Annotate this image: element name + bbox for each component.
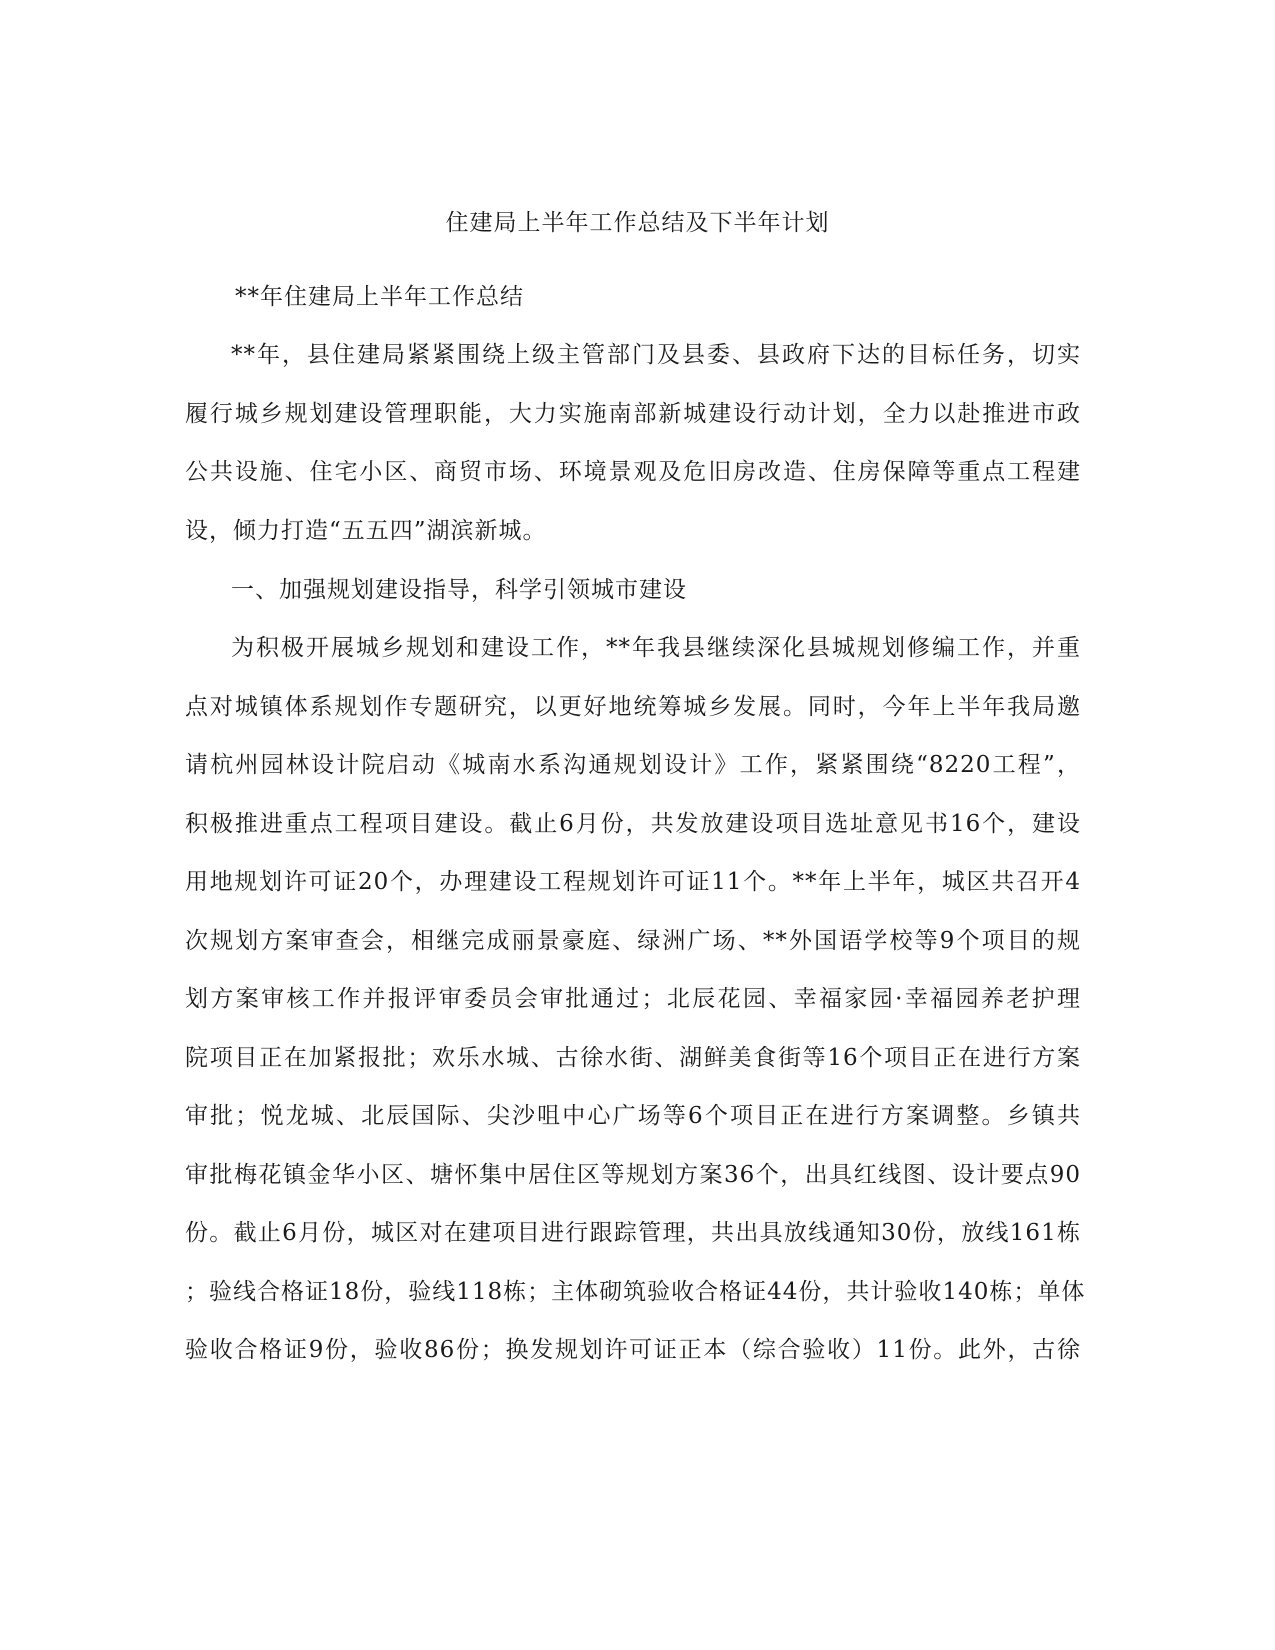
paragraph-line: 设，倾力打造“五五四”湖滨新城。: [185, 517, 547, 544]
paragraph-line: 次规划方案审查会，相继完成丽景豪庭、绿洲广场、**外国语学校等9个项目的规: [185, 927, 1081, 954]
paragraph-line: 院项目正在加紧报批；欢乐水城、古徐水街、湖鲜美食街等16个项目正在进行方案: [185, 1044, 1081, 1071]
paragraph-line: 为积极开展城乡规划和建设工作，**年我县继续深化县城规划修编工作，并重: [231, 635, 1081, 661]
document-subtitle: **年住建局上半年工作总结: [235, 284, 524, 310]
paragraph-line: 份。截止6月份，城区对在建项目进行跟踪管理，共出具放线通知30份，放线161栋: [185, 1220, 1081, 1246]
paragraph-line: 划方案审核工作并报评审委员会审批通过；北辰花园、幸福家园·幸福园养老护理: [185, 986, 1081, 1012]
paragraph-line: 履行城乡规划建设管理职能，大力实施南部新城建设行动计划，全力以赴推进市政: [185, 400, 1081, 427]
paragraph-line: 审批；悦龙城、北辰国际、尖沙咀中心广场等6个项目正在进行方案调整。乡镇共: [185, 1103, 1081, 1129]
paragraph-line: **年，县住建局紧紧围绕上级主管部门及县委、县政府下达的目标任务，切实: [231, 342, 1081, 368]
paragraph-1: [185, 335, 1081, 569]
paragraph-line: 请杭州园林设计院启动《城南水系沟通规划设计》工作，紧紧围绕“8220工程”，: [185, 752, 1081, 778]
paragraph-line: 审批梅花镇金华小区、塘怀集中居住区等规划方案36个，出具红线图、设计要点90: [185, 1161, 1081, 1188]
paragraph-line: 公共设施、住宅小区、商贸市场、环境景观及危旧房改造、住房保障等重点工程建: [185, 459, 1081, 485]
paragraph-line: 点对城镇体系规划作专题研究，以更好地统筹城乡发展。同时，今年上半年我局邀: [185, 693, 1081, 720]
document-title: 住建局上半年工作总结及下半年计划: [445, 210, 830, 236]
paragraph-line: 积极推进重点工程项目建设。截止6月份，共发放建设项目选址意见书16个，建设: [185, 810, 1081, 837]
paragraph-line: ；验线合格证18份，验线118栋；主体砌筑验收合格证44份，共计验收140栋；单体: [185, 1278, 1086, 1305]
paragraph-line: 用地规划许可证20个，办理建设工程规划许可证11个。**年上半年，城区共召开4: [185, 869, 1081, 895]
paragraph-line: 验收合格证9份，验收86份；换发规划许可证正本（综合验收）11份。此外，古徐: [185, 1337, 1081, 1363]
paragraph-2: [185, 628, 1086, 1389]
section-heading: 一、加强规划建设指导，科学引领城市建设: [231, 577, 687, 603]
section-heading-block: [185, 570, 1081, 629]
